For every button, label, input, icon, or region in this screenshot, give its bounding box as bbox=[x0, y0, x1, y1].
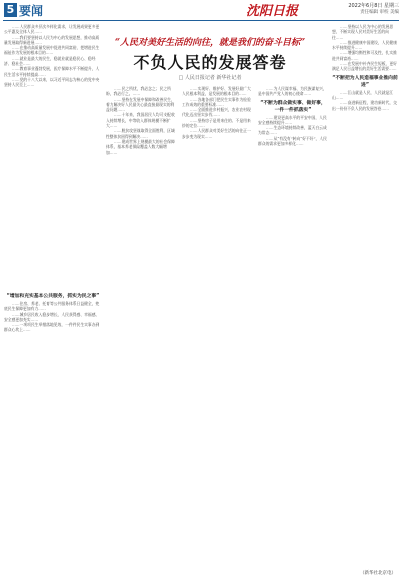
article-credit: （新华社北京电） bbox=[360, 571, 396, 576]
page-number: 5 bbox=[4, 3, 17, 17]
paragraph: ……奋进新征程，建功新时代，交出一份份不负人民的发展答卷…… bbox=[332, 100, 397, 111]
section-name: 要闻 bbox=[19, 4, 44, 18]
paragraph: ……建设更高水平的平安中国，人民安全感持续提升…… bbox=[258, 114, 327, 125]
article-kicker: “人民对美好生活的向往，就是我们的奋斗目标” bbox=[114, 38, 306, 48]
paragraph: ……党的十八大以来，以习近平同志为核心的党中央坚持人民至上…… bbox=[4, 76, 100, 88]
column-2 bbox=[106, 86, 178, 571]
column-left-bottom bbox=[4, 290, 102, 570]
page-header bbox=[0, 0, 402, 22]
paragraph: ……坚持在发展中保障和改善民生，着力解决好人民最关心最直接最现实的利益问题…… bbox=[106, 96, 175, 113]
paragraph: ……我们要坚持以人民为中心的发展思想，推动高质量发展取得新进展…… bbox=[4, 34, 100, 45]
paragraph: ……脱贫攻坚战取得全面胜利，区域性整体贫困得到解决…… bbox=[106, 128, 175, 139]
paragraph: ……城乡居民收入稳步增长，人民获得感、幸福感、安全感更加充实…… bbox=[4, 311, 100, 322]
paragraph: ……就业是最大的民生，稳就业就是稳民心、稳经济、稳社会…… bbox=[4, 55, 96, 67]
paragraph: ……住房、养老、托育等公共服务体系日益健全，兜底民生保障更加有力…… bbox=[4, 301, 100, 312]
paragraph: ……民之所忧，我必念之；民之所盼，我必行之。…… bbox=[106, 86, 171, 97]
paragraph: ……全面推进乡村振兴，农业农村现代化迈出坚实步伐…… bbox=[182, 107, 251, 118]
newspaper-logo: 沈阳日报 bbox=[246, 4, 299, 19]
paragraph: ……坚持以人民为中心的发展思想，不断实现人民对美好生活的向往…… bbox=[332, 24, 394, 40]
header-rule bbox=[3, 20, 399, 21]
paragraph: ……坚持房子是用来住的、不是用来炒的定位…… bbox=[182, 117, 251, 129]
paragraph: ……人民群众多层次多样化需求，让发展成果更多更公平惠及全体人民…… bbox=[4, 24, 100, 35]
paragraph: ……推进健康中国建设，人民健康水平持续提升…… bbox=[332, 39, 397, 51]
article-headline: 不负人民的发展答卷 bbox=[133, 53, 287, 72]
paragraph: ……十年来，我国居民人均可支配收入持续增长，中等收入群体规模不断扩大…… bbox=[106, 112, 175, 129]
issue-date: 2022年6月8日 星期三 bbox=[348, 3, 399, 9]
paragraph: ……实现好、维护好、发展好最广大人民根本利益，是发展的根本目的…… bbox=[182, 86, 251, 97]
column-4 bbox=[258, 86, 328, 571]
paragraph: ……生态环境持续改善，蓝天白云成为常态…… bbox=[258, 125, 327, 136]
paragraph: ……教育事业蓬勃发展，医疗保障水平不断提升，人民生活水平持续提高…… bbox=[4, 66, 100, 77]
paragraph: ……从“有没有”转向“好不好”，人民群众的需求更加多样化…… bbox=[258, 135, 327, 147]
article-byline: □ 人民日报记者 新华社记者 bbox=[178, 75, 242, 81]
column-5 bbox=[332, 24, 398, 564]
paragraph: ……各地各部门把民生实事作为检验工作成效的重要标准…… bbox=[182, 96, 251, 107]
paragraph: ……为人民谋幸福、为民族谋复兴，是中国共产党人的初心使命…… bbox=[258, 86, 327, 97]
paragraph: ……在推动高质量发展中促进共同富裕，把增进民生福祉作为发展的根本目的…… bbox=[4, 45, 100, 56]
paragraph: ……建成世界上规模最大的社会保障体系，基本养老保险覆盖人数大幅增加…… bbox=[106, 138, 175, 155]
paragraph: ……一项项民生举措落地见效，一件件民生实事办到群众心坎上…… bbox=[4, 322, 100, 333]
section-subtitle: “不断为群众做实事、做好事，一件一件抓落实” bbox=[260, 100, 326, 113]
section-subtitle: “增加和充实基本公共服务，抓实为民之事” bbox=[6, 294, 100, 299]
paragraph: ……江山就是人民，人民就是江山…… bbox=[332, 89, 394, 100]
paragraph: ……增强均衡性和可及性，扎实推进共同富裕…… bbox=[332, 50, 397, 61]
section-subtitle: “不断把为人民造福事业推向前进” bbox=[332, 75, 398, 88]
editor-credits: 责任编辑 审校 美编 bbox=[360, 10, 399, 15]
paragraph: ……在发展中补齐民生短板，更好满足人民日益增长的美好生活需要…… bbox=[332, 61, 397, 72]
column-3 bbox=[182, 86, 254, 571]
paragraph: ……人民群众对美好生活的向往正一步步变为现实…… bbox=[182, 128, 251, 139]
column-left-top bbox=[4, 24, 102, 254]
